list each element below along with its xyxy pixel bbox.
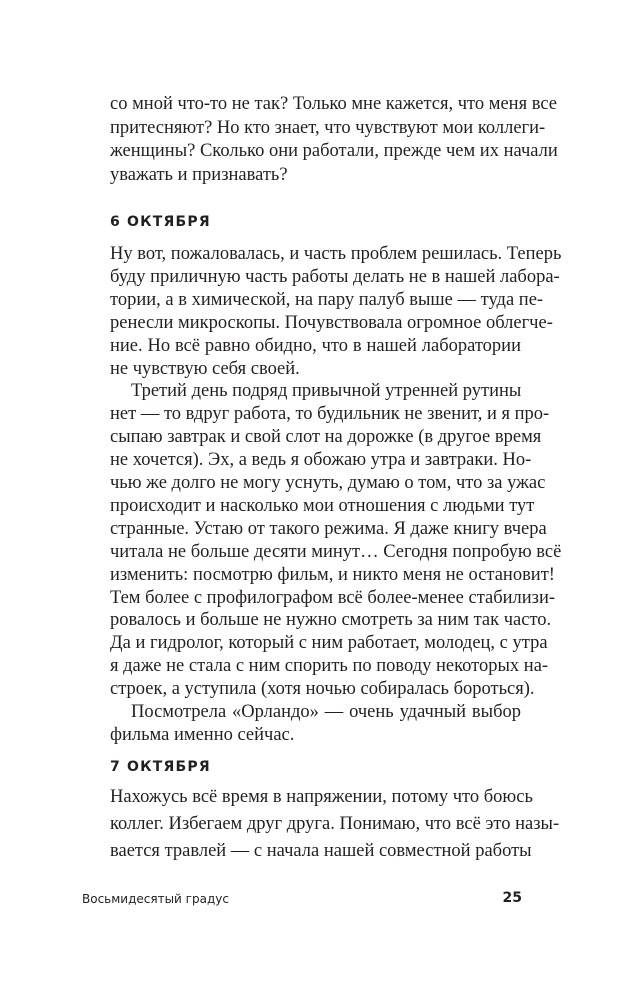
text-line: Третий день подряд привычной утренней рутины <box>131 381 522 402</box>
text-line: чью же долго не могу уснуть, думаю о том, что за ужас <box>110 473 546 493</box>
text-line: ренесли микроскопы. Почувствовала огромное облегче- <box>110 312 553 333</box>
text-line: изменить: посмотрю фильм, и никто меня не остановит! <box>110 564 555 585</box>
text-line: строек, а уступила (хотя ночью собиралась бороться). <box>110 679 535 700</box>
text-line: Да и гидролог, который с ним работает, молодец, с утра <box>110 633 548 654</box>
text-line: не чувствую себя своей. <box>110 358 300 379</box>
diary-date-heading: 6 ОКТЯБРЯ <box>110 214 211 230</box>
text-line: не хочется). Эх, а ведь я обожаю утра и завтраки. Но- <box>110 450 532 471</box>
text-line: Тем более с профилографом всё более-менее стабилизи- <box>110 587 556 608</box>
text-line: со мной что-то не так? Только мне кажется, что меня все <box>110 94 557 114</box>
text-line: ние. Но всё равно обидно, что в нашей лаборатории <box>110 335 521 356</box>
text-line: читала не больше десяти минут… Сегодня попробую всё <box>110 541 562 562</box>
page-number: 25 <box>502 890 522 906</box>
text-line: странные. Устаю от такого режима. Я даже книгу вчера <box>110 518 547 539</box>
text-line: Ну вот, пожаловалась, и часть проблем решилась. Теперь <box>110 244 562 264</box>
text-line: Нахожусь всё время в напряжении, потому что боюсь <box>110 787 533 807</box>
text-line: женщины? Сколько они работали, прежде чем их начали <box>110 141 558 161</box>
running-footer-book-title: Восьмидесятый градус <box>82 892 229 906</box>
text-line: Посмотрела «Орландо» — очень удачный выбор <box>131 702 521 722</box>
text-line: фильма именно сейчас. <box>110 724 295 745</box>
text-line: вается травлей — с начала нашей совместной работы <box>110 841 532 861</box>
text-line: тории, а в химической, на пару палуб выше — туда пе- <box>110 289 544 310</box>
text-line: я даже не стала с ним спорить по поводу некоторых на- <box>110 656 549 677</box>
text-line: буду приличную часть работы делать не в нашей лабора- <box>110 266 560 287</box>
text-line: притесняют? Но кто знает, что чувствуют мои коллеги- <box>110 117 546 138</box>
text-line: происходит и насколько мои отношения с людьми тут <box>110 495 535 516</box>
text-line: уважать и признавать? <box>110 164 288 185</box>
diary-date-heading: 7 ОКТЯБРЯ <box>110 759 211 775</box>
text-line: коллег. Избегаем друг друга. Понимаю, что всё это назы- <box>110 814 560 834</box>
text-line: сыпаю завтрак и свой слот на дорожке (в другое время <box>110 427 542 448</box>
text-line: нет — то вдруг работа, то будильник не звенит, и я про- <box>110 404 550 425</box>
text-line: ровалось и больше не нужно смотреть за ним так часто. <box>110 610 552 631</box>
